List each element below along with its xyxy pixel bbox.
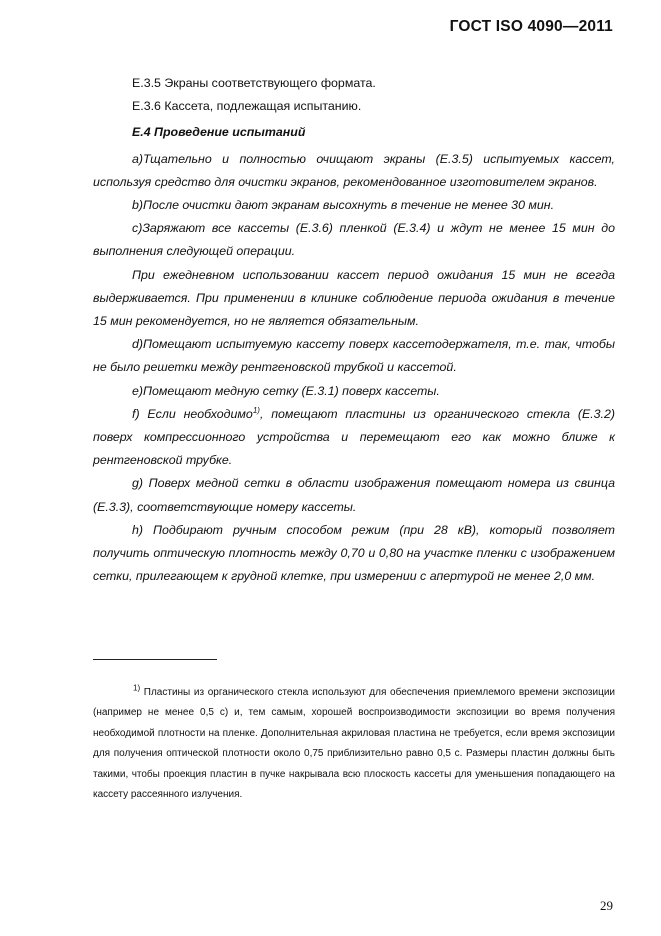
paragraph-f-start: f) Если необходимо [132,406,253,421]
document-body [93,72,615,588]
paragraph-b: b)После очистки дают экранам высохнуть в течение не менее 30 мин. [132,198,555,213]
footnote [93,683,615,805]
footnote-separator [93,659,217,660]
paragraph-h: h) Подбирают ручным способом режим (при 28 кВ), который позволяет получить оптическую плотность между 0,70 и 0,80 на участке пленки с изображением сетки, прилегающем к грудной клетке, при измерении с апертурой не менее 2,0 мм. [93,522,615,584]
paragraph-g: g) Поверх медной сетки в области изображения помещают номера из свинца (Е.3.3), соответствующие номеру кассеты. [93,476,615,514]
paragraph-note: При ежедневном использовании кассет период ожидания 15 мин не всегда выдерживается. При применении в клинике соблюдение периода ожидания в течение 15 мин рекомендуется, но не является обязательным. [93,267,615,329]
paragraph-f-end: , помещают пластины из органического стекла (Е.3.2) поверх компрессионного устройства и перемещают его как можно ближе к рентгеновской трубке. [93,406,615,468]
paragraph-c: c)Заряжают все кассеты (Е.3.6) пленкой (Е.3.4) и ждут не менее 15 мин до выполнения следующей операции. [93,221,615,259]
paragraph-f [93,403,615,473]
page-number: 29 [600,898,613,913]
paragraph-a: a)Тщательно и полностью очищают экраны (Е.3.5) испытуемых кассет, используя средство для очистки экранов, рекомендованное изготовителем экранов. [93,151,615,189]
footnote-ref[interactable]: 1) [252,405,260,415]
item-e36: Е.3.6 Кассета, подлежащая испытанию. [132,99,362,114]
section-heading: Е.4 Проведение испытаний [132,125,306,140]
document-header: ГОСТ ISO 4090—2011 [449,18,613,35]
paragraph-d: d)Помещают испытуемую кассету поверх кассетодержателя, т.е. так, чтобы не было решетки между рентгеновской трубкой и кассетой. [93,337,615,375]
paragraph-e: e)Помещают медную сетку (Е.3.1) поверх кассеты. [132,383,440,398]
footnote-text: Пластины из органического стекла используют для обеспечения приемлемого времени экспозиции (например не менее 0,5 с) и, тем самым, хорошей воспроизводимости экспозиции во время получения необходимой плотности на пленке. Дополнительная акриловая пластина не требуется, если время экспозиции для получения оптической плотности около 0,75 приблизительно равно 0,5 с. Размеры пластин должны быть такими, чтобы проекция пластин в пучке накрывала всю плоскость кассеты для уменьшения попадающего на кассету рассеянного излучения. [93,687,615,801]
footnote-mark: 1) [133,683,141,693]
item-e35: Е.3.5 Экраны соответствующего формата. [132,76,376,90]
